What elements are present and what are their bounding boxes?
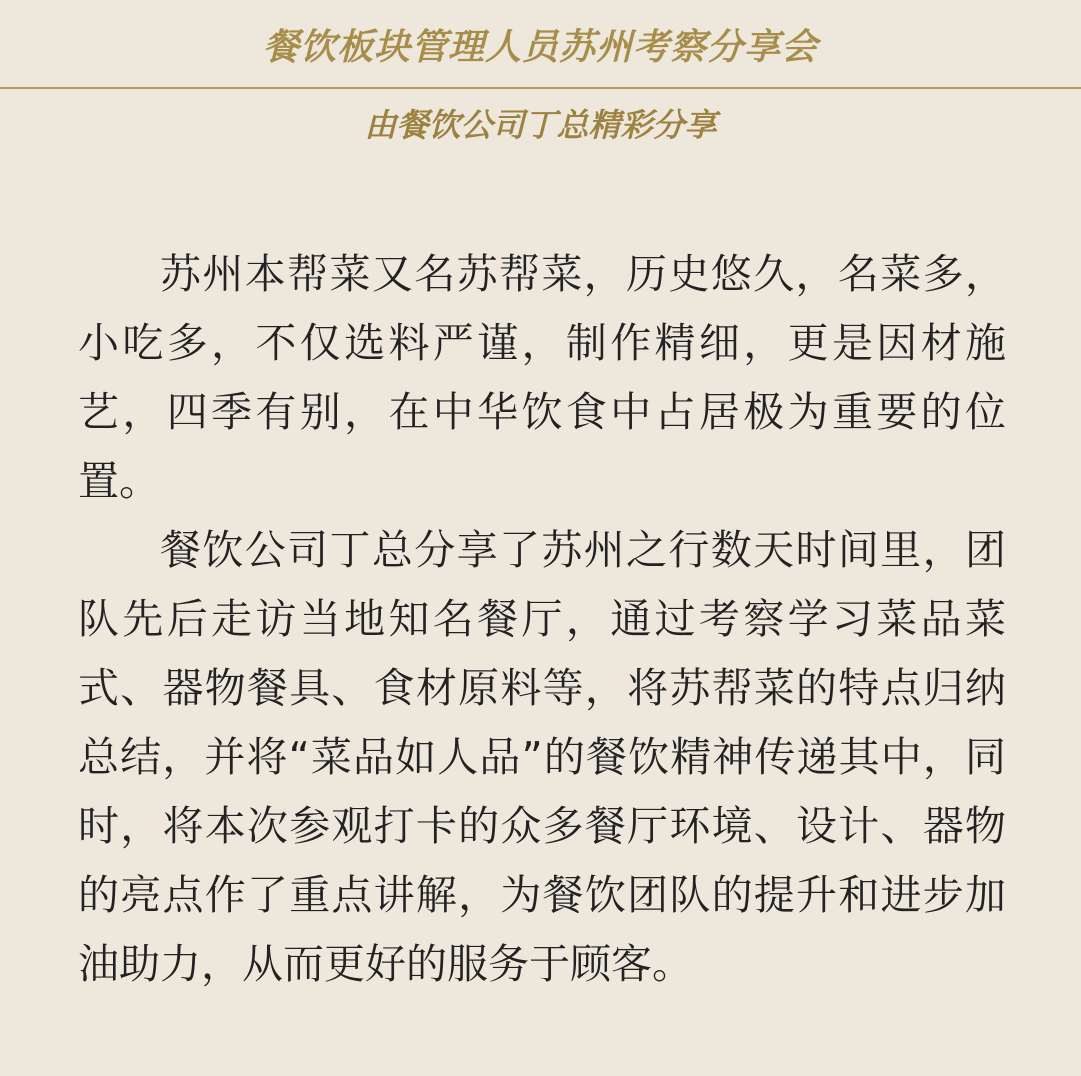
page-subtitle: 由餐饮公司丁总精彩分享 [364,106,717,144]
paragraph-sharing: 餐饮公司丁总分享了苏州之行数天时间里，团队先后走访当地知名餐厅，通过考察学习菜品菜式、器物餐具、食材原料等，将苏帮菜的特点归纳总结，并将“菜品如人品”的餐饮精神传递其中，同时，将本次参观打卡的众多餐厅环境、设计、器物的亮点作了重点讲解，为餐饮团队的提升和进步加油助力，从而更好的服务于顾客。 [78,526,1006,988]
header-divider [0,87,1081,89]
paragraph-intro: 苏州本帮菜又名苏帮菜，历史悠久，名菜多，小吃多，不仅选料严谨，制作精细，更是因材施艺，四季有别，在中华饮食中占居极为重要的位置。 [78,250,1006,505]
page-title: 餐饮板块管理人员苏州考察分享会 [262,27,818,68]
article-body [78,240,1006,999]
